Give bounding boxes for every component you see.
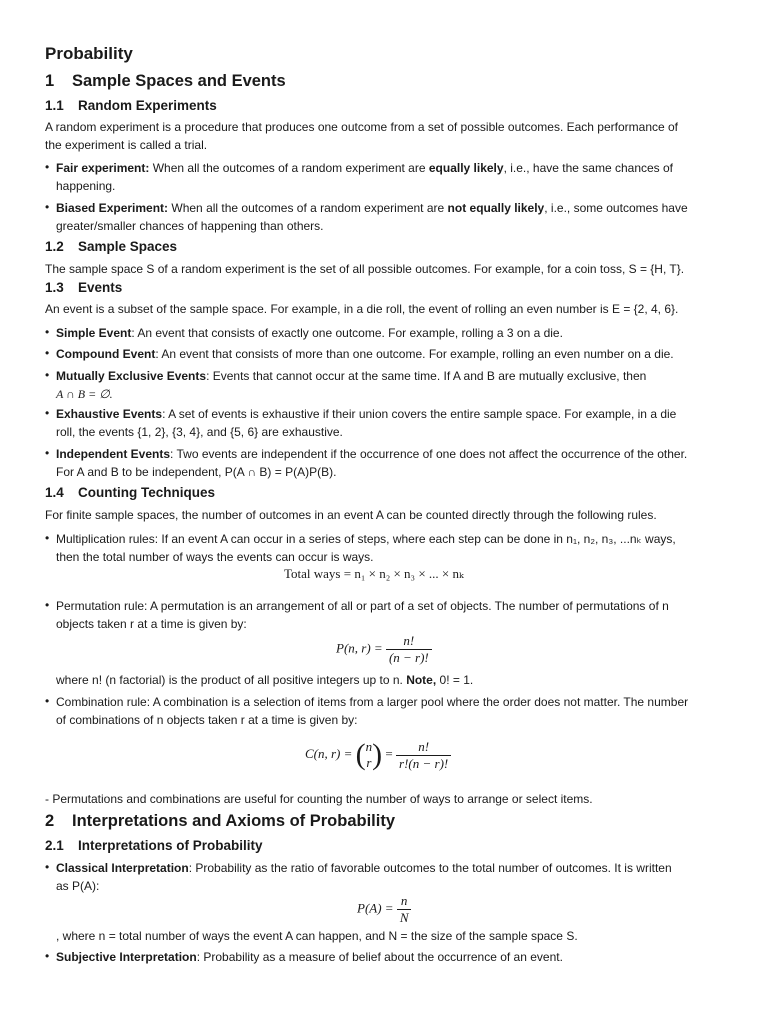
bullet-icon: • bbox=[45, 949, 50, 963]
bullet-icon: • bbox=[45, 346, 50, 360]
permutation-rule-line-2: objects taken r at a time is given by: bbox=[56, 617, 247, 631]
simple-event-item: Simple Event: An event that consists of exactly one outcome. For example, rolling a 3 on a die. bbox=[56, 326, 563, 340]
combination-formula: C(n, r) = ( n r ) = $\frac{n!}{r!(n - r)!}$ bbox=[305, 738, 451, 772]
fair-experiment-item: Fair experiment: When all the outcomes of a random experiment are equally likely, i.e., have the same chances of bbox=[56, 161, 674, 175]
mutually-exclusive-item-line-2: A ∩ B = ∅. bbox=[56, 387, 113, 401]
bullet-icon: • bbox=[45, 368, 50, 382]
perm-comb-summary: - Permutations and combinations are useful for counting the number of ways to arrange or select items. bbox=[45, 792, 593, 806]
events-paragraph: An event is a subset of the sample space. For example, in a die roll, the event of rolling an even number is E = {2, 4, 6}. bbox=[45, 302, 679, 316]
subsection-1-3-heading: 1.3 Events bbox=[45, 280, 123, 295]
bullet-icon: • bbox=[45, 694, 50, 708]
bullet-icon: • bbox=[45, 406, 50, 420]
permutation-formula: P(n, r) = $\frac{n!}{(n - r)!}$ bbox=[336, 633, 432, 666]
document-title: Probability bbox=[45, 44, 133, 63]
bullet-icon: • bbox=[45, 860, 50, 874]
bullet-icon: • bbox=[45, 446, 50, 460]
section-1-heading: 1 Sample Spaces and Events bbox=[45, 72, 286, 90]
random-experiment-paragraph-line-2: the experiment is called a trial. bbox=[45, 138, 208, 152]
classical-formula: P(A) = $\frac{n}{N}$ bbox=[357, 893, 411, 926]
subsection-1-2-heading: 1.2 Sample Spaces bbox=[45, 239, 178, 254]
subjective-interpretation-item: Subjective Interpretation: Probability as a measure of belief about the occurrence of an event. bbox=[56, 950, 563, 964]
subsection-1-4-heading: 1.4 Counting Techniques bbox=[45, 485, 215, 500]
bullet-icon: • bbox=[45, 598, 50, 612]
subsection-1-1-heading: 1.1 Random Experiments bbox=[45, 98, 217, 113]
bullet-icon: • bbox=[45, 160, 50, 174]
total-ways-equation: Total ways = n₁ × n₂ × n₃ × ... × nₖ bbox=[284, 566, 464, 581]
independent-events-item-line-2: For A and B to be independent, P(A ∩ B) = P(A)P(B). bbox=[56, 465, 337, 479]
bullet-icon: • bbox=[45, 325, 50, 339]
permutation-factorial-note: where n! (n factorial) is the product of all positive integers up to n. Note, 0! = 1. bbox=[56, 673, 474, 687]
mutually-exclusive-item: Mutually Exclusive Events: Events that cannot occur at the same time. If A and B are mutually exclusive, then bbox=[56, 369, 647, 383]
exhaustive-events-item: Exhaustive Events: A set of events is exhaustive if their union covers the entire sample space. For example, in a die bbox=[56, 407, 677, 421]
combination-rule-line-2: of combinations of n objects taken r at a time is given by: bbox=[56, 713, 358, 727]
compound-event-item: Compound Event: An event that consists of more than one outcome. For example, rolling an even number on a die. bbox=[56, 347, 674, 361]
exhaustive-events-item-line-2: roll, the events {1, 2}, {3, 4}, and {5, 6} are exhaustive. bbox=[56, 425, 343, 439]
permutation-rule-line-1: Permutation rule: A permutation is an arrangement of all or part of a set of objects. The number of permutations of n bbox=[56, 599, 669, 613]
subsection-2-1-heading: 2.1 Interpretations of Probability bbox=[45, 838, 263, 853]
bullet-icon: • bbox=[45, 200, 50, 214]
independent-events-item: Independent Events: Two events are independent if the occurrence of one does not affect the occurrence of the other. bbox=[56, 447, 688, 461]
classical-interpretation-item: Classical Interpretation: Probability as the ratio of favorable outcomes to the total number of outcomes. It is written bbox=[56, 861, 672, 875]
multiplication-rule-line-1: Multiplication rules: If an event A can occur in a series of steps, where each step can be done in n₁, n₂, n₃, ...nₖ ways, bbox=[56, 532, 676, 546]
sample-space-paragraph: The sample space S of a random experiment is the set of all possible outcomes. For example, for a coin toss, S = {H, T}. bbox=[45, 262, 685, 276]
classical-interpretation-explanation: , where n = total number of ways the event A can happen, and N = the size of the sample space S. bbox=[56, 929, 578, 943]
classical-interpretation-item-line-2: as P(A): bbox=[56, 879, 100, 893]
bullet-icon: • bbox=[45, 531, 50, 545]
counting-paragraph: For finite sample spaces, the number of outcomes in an event A can be counted directly through the following rules. bbox=[45, 508, 657, 522]
random-experiment-paragraph-line-1: A random experiment is a procedure that produces one outcome from a set of possible outcomes. Each performance of bbox=[45, 120, 679, 134]
combination-rule-line-1: Combination rule: A combination is a selection of items from a larger pool where the order does not matter. The number bbox=[56, 695, 689, 709]
section-2-heading: 2 Interpretations and Axioms of Probability bbox=[45, 812, 396, 830]
multiplication-rule-line-2: then the total number of ways the events can occur is ways. bbox=[56, 550, 374, 564]
biased-experiment-item-line-2: greater/smaller chances of happening than others. bbox=[56, 219, 324, 233]
biased-experiment-item: Biased Experiment: When all the outcomes of a random experiment are not equally likely, i.e., some outcomes have bbox=[56, 201, 688, 215]
fair-experiment-item-line-2: happening. bbox=[56, 179, 116, 193]
